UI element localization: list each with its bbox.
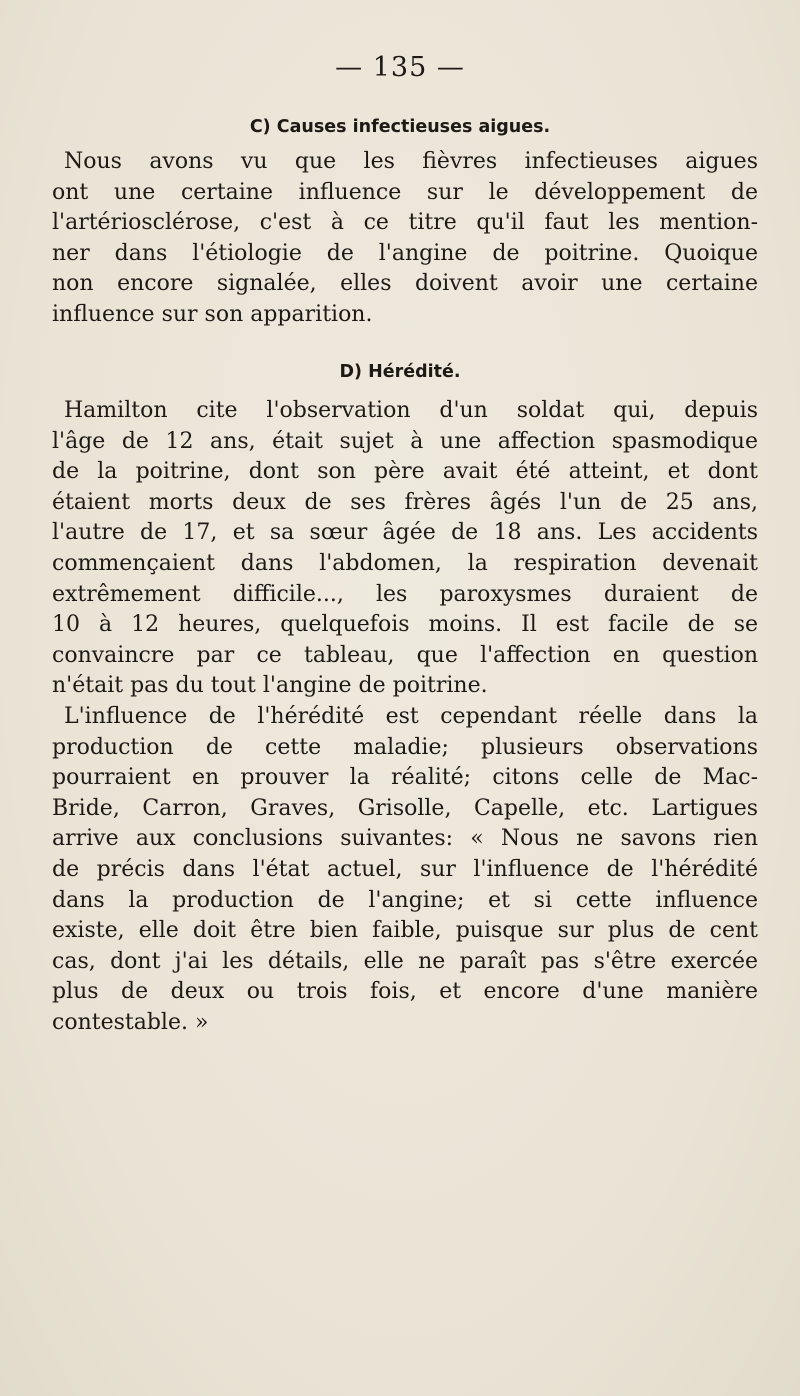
text-line: convaincre par ce tableau, que l'affection en question — [52, 642, 758, 668]
text-line: l'âge de 12 ans, était sujet à une affection spasmodique — [52, 428, 758, 454]
text-line: arrive aux conclusions suivantes: « Nous ne savons rien — [52, 826, 758, 852]
text-line: extrêmement difficile..., les paroxysmes duraient de — [52, 581, 758, 607]
text-line: L'influence de l'hérédité est cependant réelle dans la — [64, 703, 758, 729]
text-line: de précis dans l'état actuel, sur l'influence de l'hérédité — [52, 856, 758, 882]
text-line: ont une certaine influence sur le développement de — [52, 179, 758, 205]
text-line: non encore signalée, elles doivent avoir une certaine — [52, 271, 758, 297]
text-line: de la poitrine, dont son père avait été atteint, et dont — [52, 459, 758, 485]
text-line: commençaient dans l'abdomen, la respiration devenait — [52, 550, 758, 576]
text-line: contestable. » — [52, 1009, 209, 1035]
text-line: Bride, Carron, Graves, Grisolle, Capelle, etc. Lartigues — [52, 795, 758, 821]
text-line: n'était pas du tout l'angine de poitrine. — [52, 673, 488, 699]
text-line: 10 à 12 heures, quelquefois moins. Il est facile de se — [52, 612, 758, 638]
text-line: production de cette maladie; plusieurs observations — [52, 734, 758, 760]
text-line: Hamilton cite l'observation d'un soldat qui, depuis — [64, 398, 758, 423]
text-line: existe, elle doit être bien faible, puisque sur plus de cent — [52, 918, 758, 944]
text-line: pourraient en prouver la réalité; citons celle de Mac- — [52, 765, 758, 791]
paragraph-heredite — [52, 396, 758, 1038]
text-line: influence sur son apparition. — [52, 301, 373, 327]
section-heading-causes-infectieuses: C) Causes infectieuses aigues. — [249, 117, 551, 137]
paragraph-causes-infectieuses — [52, 147, 758, 331]
text-line: dans la production de l'angine; et si cette influence — [52, 887, 758, 913]
text-line: l'artériosclérose, c'est à ce titre qu'il faut les mention- — [52, 210, 758, 236]
text-line: ner dans l'étiologie de l'angine de poitrine. Quoique — [52, 240, 758, 266]
text-line: l'autre de 17, et sa sœur âgée de 18 ans. Les accidents — [52, 520, 758, 546]
text-line: cas, dont j'ai les détails, elle ne paraît pas s'être exercée — [52, 948, 758, 974]
text-line: plus de deux ou trois fois, et encore d'une manière — [52, 979, 758, 1005]
section-heading-heredite: D) Hérédité. — [339, 362, 461, 382]
page-number: — 135 — — [335, 52, 465, 83]
text-line: Nous avons vu que les fièvres infectieuses aigues — [64, 149, 758, 174]
text-line: étaient morts deux de ses frères âgés l'un de 25 ans, — [52, 489, 758, 515]
